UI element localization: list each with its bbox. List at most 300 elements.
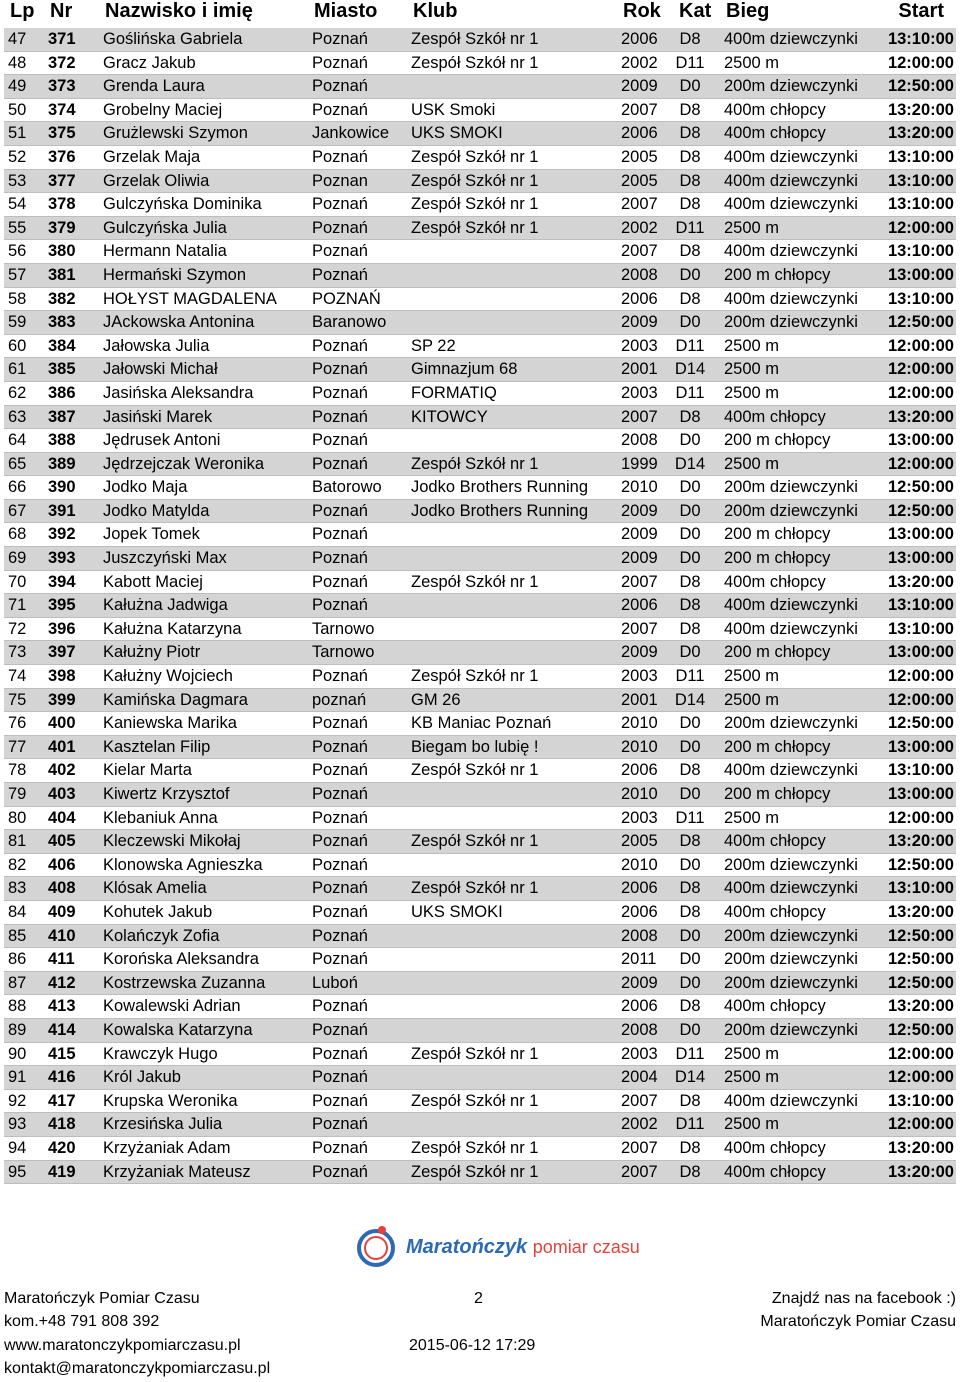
table-row bbox=[4, 99, 956, 123]
cell-start: 12:00:00 bbox=[887, 360, 954, 379]
cell-year: 2003 bbox=[621, 808, 658, 827]
cell-lp: 79 bbox=[8, 785, 27, 803]
cell-nr: 390 bbox=[48, 478, 76, 497]
cell-start: 12:50:00 bbox=[887, 714, 954, 733]
cell-name: Grenda Laura bbox=[103, 77, 205, 96]
table-row bbox=[4, 1161, 956, 1185]
cell-city: poznań bbox=[312, 690, 367, 709]
header-year: Rok bbox=[623, 0, 661, 22]
cell-city: Poznań bbox=[312, 855, 368, 874]
cell-start: 13:00:00 bbox=[887, 785, 954, 803]
table-row bbox=[4, 429, 956, 453]
cell-lp: 72 bbox=[8, 619, 27, 638]
cell-name: Jodko Maja bbox=[103, 478, 188, 497]
cell-nr: 409 bbox=[48, 902, 76, 921]
cell-cat: D11 bbox=[675, 1044, 705, 1063]
runner-logo-icon bbox=[352, 1222, 402, 1272]
cell-year: 2008 bbox=[621, 265, 658, 284]
cell-start: 13:20:00 bbox=[887, 832, 954, 851]
cell-lp: 90 bbox=[8, 1044, 27, 1063]
cell-name: Klebaniuk Anna bbox=[103, 808, 218, 827]
cell-year: 2009 bbox=[621, 525, 658, 544]
cell-club: Jodko Brothers Running bbox=[411, 501, 589, 520]
cell-nr: 420 bbox=[48, 1138, 76, 1157]
table-row bbox=[4, 288, 956, 312]
cell-nr: 381 bbox=[48, 265, 76, 284]
table-row bbox=[4, 807, 956, 831]
footer-phone: kom.+48 791 808 392 bbox=[4, 1313, 160, 1330]
cell-nr: 371 bbox=[48, 30, 76, 48]
cell-name: Kostrzewska Zuzanna bbox=[103, 973, 266, 992]
cell-year: 2004 bbox=[621, 1068, 658, 1087]
cell-lp: 75 bbox=[8, 690, 27, 709]
cell-cat: D8 bbox=[679, 832, 701, 851]
cell-cat: D0 bbox=[679, 431, 701, 450]
cell-start: 12:50:00 bbox=[887, 313, 954, 332]
cell-nr: 373 bbox=[48, 77, 76, 96]
cell-nr: 414 bbox=[48, 1020, 76, 1039]
cell-name: Kolańczyk Zofia bbox=[103, 926, 220, 945]
cell-city: Poznań bbox=[312, 549, 368, 568]
cell-club: Zespół Szkół nr 1 bbox=[411, 761, 539, 780]
cell-city: Poznań bbox=[312, 596, 368, 615]
cell-lp: 87 bbox=[8, 973, 27, 992]
cell-city: Tarnowo bbox=[312, 643, 375, 662]
cell-year: 2009 bbox=[621, 501, 658, 520]
cell-nr: 413 bbox=[48, 997, 76, 1016]
cell-name: Hermański Szymon bbox=[103, 265, 247, 284]
table-row bbox=[4, 240, 956, 264]
header-club: Klub bbox=[413, 0, 458, 22]
cell-name: Krzyżaniak Mateusz bbox=[103, 1162, 251, 1181]
cell-name: Kowalska Katarzyna bbox=[103, 1020, 253, 1039]
cell-city: Poznan bbox=[312, 171, 368, 190]
cell-nr: 408 bbox=[48, 879, 76, 898]
cell-lp: 53 bbox=[8, 171, 27, 190]
cell-city: Poznań bbox=[312, 100, 368, 119]
cell-year: 2005 bbox=[621, 832, 658, 851]
table-row bbox=[4, 759, 956, 783]
cell-name: Kamińska Dagmara bbox=[103, 690, 248, 709]
cell-nr: 410 bbox=[48, 926, 76, 945]
results-table bbox=[4, 28, 956, 1184]
cell-cat: D8 bbox=[679, 242, 701, 261]
cell-nr: 416 bbox=[48, 1068, 76, 1087]
cell-nr: 385 bbox=[48, 360, 76, 379]
cell-club: Zespół Szkół nr 1 bbox=[411, 218, 539, 237]
table-row bbox=[4, 453, 956, 477]
cell-city: Poznań bbox=[312, 53, 368, 72]
cell-start: 13:10:00 bbox=[887, 289, 954, 308]
cell-cat: D0 bbox=[679, 926, 701, 945]
cell-start: 13:20:00 bbox=[887, 997, 954, 1016]
cell-lp: 57 bbox=[8, 265, 27, 284]
cell-cat: D8 bbox=[679, 195, 701, 214]
cell-cat: D0 bbox=[679, 313, 701, 332]
cell-cat: D8 bbox=[679, 1138, 701, 1157]
cell-cat: D8 bbox=[679, 100, 701, 119]
cell-start: 13:00:00 bbox=[887, 643, 954, 662]
cell-nr: 394 bbox=[48, 572, 76, 591]
cell-start: 13:20:00 bbox=[887, 572, 954, 591]
cell-lp: 47 bbox=[8, 30, 27, 48]
cell-club: Biegam bo lubię ! bbox=[411, 737, 539, 756]
cell-start: 12:00:00 bbox=[887, 454, 954, 473]
cell-start: 13:10:00 bbox=[887, 619, 954, 638]
cell-club: USK Smoki bbox=[411, 100, 496, 119]
cell-lp: 58 bbox=[8, 289, 27, 308]
cell-nr: 386 bbox=[48, 383, 76, 402]
cell-start: 13:10:00 bbox=[887, 195, 954, 214]
logo bbox=[352, 1222, 640, 1272]
cell-nr: 380 bbox=[48, 242, 76, 261]
table-row bbox=[4, 476, 956, 500]
cell-city: Poznań bbox=[312, 360, 368, 379]
cell-year: 2010 bbox=[621, 714, 658, 733]
cell-start: 13:20:00 bbox=[887, 1138, 954, 1157]
header-start: Start bbox=[898, 0, 944, 22]
cell-year: 2006 bbox=[621, 761, 658, 780]
footer-facebook: Znajdź nas na facebook :) bbox=[771, 1290, 956, 1307]
cell-nr: 412 bbox=[48, 973, 76, 992]
cell-nr: 400 bbox=[48, 714, 76, 733]
cell-lp: 62 bbox=[8, 383, 27, 402]
cell-year: 2009 bbox=[621, 973, 658, 992]
cell-club: UKS SMOKI bbox=[411, 902, 503, 921]
table-row bbox=[4, 618, 956, 642]
cell-race: 400m dziewczynki bbox=[724, 761, 858, 780]
cell-name: Gulczyńska Julia bbox=[103, 218, 227, 237]
cell-nr: 384 bbox=[48, 336, 76, 355]
cell-city: Poznań bbox=[312, 1138, 368, 1157]
cell-race: 200m dziewczynki bbox=[724, 313, 858, 332]
cell-cat: D0 bbox=[679, 501, 701, 520]
cell-nr: 398 bbox=[48, 667, 76, 686]
cell-cat: D8 bbox=[679, 902, 701, 921]
cell-lp: 84 bbox=[8, 902, 27, 921]
cell-year: 2010 bbox=[621, 737, 658, 756]
cell-lp: 67 bbox=[8, 501, 27, 520]
cell-race: 200m dziewczynki bbox=[724, 77, 858, 96]
cell-year: 2006 bbox=[621, 902, 658, 921]
table-row bbox=[4, 1090, 956, 1114]
cell-start: 12:00:00 bbox=[887, 808, 954, 827]
cell-name: Krupska Weronika bbox=[103, 1091, 238, 1110]
cell-race: 400m chłopcy bbox=[724, 572, 826, 591]
cell-race: 2500 m bbox=[724, 218, 780, 237]
cell-nr: 389 bbox=[48, 454, 76, 473]
cell-start: 13:00:00 bbox=[887, 431, 954, 450]
cell-club: SP 22 bbox=[411, 336, 456, 355]
cell-cat: D8 bbox=[679, 596, 701, 615]
cell-start: 12:50:00 bbox=[887, 77, 954, 96]
cell-name: Król Jakub bbox=[103, 1068, 181, 1087]
cell-cat: D0 bbox=[679, 643, 701, 662]
cell-race: 2500 m bbox=[724, 1115, 780, 1134]
cell-nr: 403 bbox=[48, 785, 76, 803]
cell-race: 200 m chłopcy bbox=[724, 643, 831, 662]
cell-club: GM 26 bbox=[411, 690, 461, 709]
cell-year: 1999 bbox=[621, 454, 658, 473]
cell-name: Krzesińska Julia bbox=[103, 1115, 223, 1134]
cell-lp: 55 bbox=[8, 218, 27, 237]
table-row bbox=[4, 193, 956, 217]
cell-cat: D14 bbox=[674, 360, 706, 379]
table-row bbox=[4, 311, 956, 335]
cell-city: Poznań bbox=[312, 30, 368, 48]
cell-race: 200 m chłopcy bbox=[724, 549, 831, 568]
cell-cat: D11 bbox=[675, 808, 705, 827]
table-row bbox=[4, 358, 956, 382]
cell-club: KITOWCY bbox=[411, 407, 488, 426]
cell-year: 2008 bbox=[621, 926, 658, 945]
cell-city: Luboń bbox=[312, 973, 358, 992]
cell-club: UKS SMOKI bbox=[411, 124, 503, 143]
cell-club: Zespół Szkół nr 1 bbox=[411, 147, 539, 166]
cell-city: Poznań bbox=[312, 383, 368, 402]
cell-name: Gracz Jakub bbox=[103, 53, 196, 72]
cell-cat: D8 bbox=[679, 30, 701, 48]
cell-lp: 94 bbox=[8, 1138, 27, 1157]
cell-cat: D8 bbox=[679, 1162, 701, 1181]
cell-name: Krzyżaniak Adam bbox=[103, 1138, 231, 1157]
cell-start: 12:00:00 bbox=[887, 667, 954, 686]
cell-year: 2003 bbox=[621, 667, 658, 686]
table-header bbox=[2, 0, 958, 27]
cell-cat: D8 bbox=[679, 761, 701, 780]
table-row bbox=[4, 523, 956, 547]
table-row bbox=[4, 1066, 956, 1090]
cell-start: 12:00:00 bbox=[887, 690, 954, 709]
cell-name: Jopek Tomek bbox=[103, 525, 200, 544]
cell-nr: 388 bbox=[48, 431, 76, 450]
cell-start: 12:50:00 bbox=[887, 950, 954, 969]
cell-start: 13:10:00 bbox=[887, 1091, 954, 1110]
cell-lp: 66 bbox=[8, 478, 27, 497]
cell-nr: 397 bbox=[48, 643, 76, 662]
cell-city: Poznań bbox=[312, 1044, 368, 1063]
cell-cat: D0 bbox=[679, 737, 701, 756]
cell-nr: 383 bbox=[48, 313, 76, 332]
cell-nr: 399 bbox=[48, 690, 76, 709]
cell-city: Poznań bbox=[312, 242, 368, 261]
cell-race: 2500 m bbox=[724, 1068, 780, 1087]
cell-race: 400m chłopcy bbox=[724, 407, 826, 426]
cell-year: 2006 bbox=[621, 124, 658, 143]
cell-start: 13:20:00 bbox=[887, 100, 954, 119]
table-row bbox=[4, 830, 956, 854]
cell-lp: 70 bbox=[8, 572, 27, 591]
cell-club: Zespół Szkół nr 1 bbox=[411, 1138, 539, 1157]
footer-email[interactable]: kontakt@maratonczykpomiarczasu.pl bbox=[4, 1360, 271, 1377]
cell-year: 2010 bbox=[621, 855, 658, 874]
cell-start: 13:10:00 bbox=[887, 596, 954, 615]
cell-race: 200 m chłopcy bbox=[724, 737, 831, 756]
cell-start: 12:50:00 bbox=[887, 1020, 954, 1039]
table-row bbox=[4, 1019, 956, 1043]
cell-lp: 86 bbox=[8, 950, 27, 969]
cell-race: 400m dziewczynki bbox=[724, 289, 858, 308]
table-row bbox=[4, 948, 956, 972]
cell-cat: D0 bbox=[679, 525, 701, 544]
logo-brand: Maratończyk bbox=[406, 1236, 528, 1258]
cell-cat: D8 bbox=[679, 572, 701, 591]
cell-name: Kabott Maciej bbox=[103, 572, 203, 591]
cell-club: KB Maniac Poznań bbox=[411, 714, 552, 733]
cell-race: 2500 m bbox=[724, 690, 780, 709]
cell-club: Zespół Szkół nr 1 bbox=[411, 1162, 539, 1181]
cell-race: 400m chłopcy bbox=[724, 1162, 826, 1181]
table-row bbox=[4, 736, 956, 760]
cell-nr: 396 bbox=[48, 619, 76, 638]
cell-name: Kaniewska Marika bbox=[103, 714, 237, 733]
cell-year: 2006 bbox=[621, 30, 658, 48]
cell-nr: 395 bbox=[48, 596, 76, 615]
footer-company: Maratończyk Pomiar Czasu bbox=[4, 1290, 200, 1307]
cell-city: Poznań bbox=[312, 147, 368, 166]
cell-year: 2009 bbox=[621, 643, 658, 662]
cell-nr: 374 bbox=[48, 100, 76, 119]
cell-year: 2005 bbox=[621, 147, 658, 166]
cell-name: Kałużna Jadwiga bbox=[103, 596, 228, 615]
cell-year: 2008 bbox=[621, 1020, 658, 1039]
cell-cat: D14 bbox=[674, 690, 706, 709]
cell-year: 2007 bbox=[621, 100, 658, 119]
cell-name: Gulczyńska Dominika bbox=[103, 195, 262, 214]
cell-nr: 405 bbox=[48, 832, 76, 851]
cell-city: Poznań bbox=[312, 785, 368, 803]
cell-nr: 391 bbox=[48, 501, 76, 520]
cell-city: Jankowice bbox=[312, 124, 390, 143]
cell-year: 2007 bbox=[621, 572, 658, 591]
cell-city: Poznań bbox=[312, 407, 368, 426]
cell-race: 200m dziewczynki bbox=[724, 950, 858, 969]
cell-name: Kowalewski Adrian bbox=[103, 997, 241, 1016]
cell-cat: D0 bbox=[679, 265, 701, 284]
cell-lp: 83 bbox=[8, 879, 27, 898]
cell-race: 200 m chłopcy bbox=[724, 525, 831, 544]
cell-start: 12:00:00 bbox=[887, 1044, 954, 1063]
cell-race: 200 m chłopcy bbox=[724, 431, 831, 450]
cell-nr: 377 bbox=[48, 171, 76, 190]
cell-nr: 392 bbox=[48, 525, 76, 544]
cell-club: Zespół Szkół nr 1 bbox=[411, 454, 539, 473]
cell-name: Hermann Natalia bbox=[103, 242, 227, 261]
cell-nr: 411 bbox=[48, 950, 75, 969]
cell-nr: 379 bbox=[48, 218, 76, 237]
cell-race: 200m dziewczynki bbox=[724, 501, 858, 520]
cell-lp: 89 bbox=[8, 1020, 27, 1039]
header-lp: Lp bbox=[10, 0, 35, 22]
cell-race: 400m chłopcy bbox=[724, 124, 826, 143]
cell-lp: 68 bbox=[8, 525, 27, 544]
header-race: Bieg bbox=[726, 0, 770, 22]
cell-nr: 376 bbox=[48, 147, 76, 166]
cell-lp: 51 bbox=[8, 124, 27, 143]
cell-lp: 60 bbox=[8, 336, 27, 355]
cell-club: Zespół Szkół nr 1 bbox=[411, 195, 539, 214]
cell-race: 400m chłopcy bbox=[724, 1138, 826, 1157]
table-row bbox=[4, 406, 956, 430]
cell-year: 2007 bbox=[621, 407, 658, 426]
cell-nr: 406 bbox=[48, 855, 76, 874]
cell-year: 2001 bbox=[621, 690, 658, 709]
cell-lp: 56 bbox=[8, 242, 27, 261]
footer-website[interactable]: www.maratonczykpomiarczasu.pl bbox=[4, 1337, 241, 1354]
cell-race: 2500 m bbox=[724, 454, 780, 473]
cell-race: 400m dziewczynki bbox=[724, 879, 858, 898]
cell-race: 400m dziewczynki bbox=[724, 619, 858, 638]
cell-club: Zespół Szkół nr 1 bbox=[411, 879, 539, 898]
cell-cat: D8 bbox=[679, 147, 701, 166]
cell-city: Poznań bbox=[312, 501, 368, 520]
cell-name: Kleczewski Mikołaj bbox=[103, 832, 241, 851]
cell-name: Kałużny Piotr bbox=[103, 643, 201, 662]
cell-city: POZNAŃ bbox=[312, 289, 381, 308]
cell-city: Poznań bbox=[312, 832, 368, 851]
cell-lp: 48 bbox=[8, 53, 27, 72]
cell-start: 13:00:00 bbox=[887, 265, 954, 284]
cell-cat: D14 bbox=[674, 1068, 706, 1087]
cell-nr: 418 bbox=[48, 1115, 76, 1134]
cell-nr: 415 bbox=[48, 1044, 76, 1063]
cell-city: Poznań bbox=[312, 431, 368, 450]
cell-start: 13:00:00 bbox=[887, 525, 954, 544]
cell-city: Poznań bbox=[312, 77, 368, 96]
cell-lp: 93 bbox=[8, 1115, 27, 1134]
cell-name: Grużlewski Szymon bbox=[103, 124, 248, 143]
cell-name: Grobelny Maciej bbox=[103, 100, 223, 119]
cell-start: 12:00:00 bbox=[887, 383, 954, 402]
cell-lp: 69 bbox=[8, 549, 27, 568]
cell-name: Klósak Amelia bbox=[103, 879, 207, 898]
cell-city: Poznań bbox=[312, 525, 368, 544]
cell-start: 12:50:00 bbox=[887, 855, 954, 874]
cell-race: 400m dziewczynki bbox=[724, 596, 858, 615]
cell-city: Poznań bbox=[312, 879, 368, 898]
cell-race: 2500 m bbox=[724, 1044, 780, 1063]
cell-start: 13:10:00 bbox=[887, 242, 954, 261]
table-row bbox=[4, 783, 956, 807]
table-row bbox=[4, 689, 956, 713]
cell-race: 400m dziewczynki bbox=[724, 171, 858, 190]
cell-year: 2009 bbox=[621, 77, 658, 96]
cell-year: 2003 bbox=[621, 336, 658, 355]
cell-name: Jasińska Aleksandra bbox=[103, 383, 254, 402]
cell-club: Zespół Szkół nr 1 bbox=[411, 667, 539, 686]
table-row bbox=[4, 146, 956, 170]
cell-start: 12:00:00 bbox=[887, 336, 954, 355]
cell-year: 2006 bbox=[621, 879, 658, 898]
table-row bbox=[4, 1113, 956, 1137]
cell-cat: D8 bbox=[679, 997, 701, 1016]
cell-city: Poznań bbox=[312, 997, 368, 1016]
cell-year: 2002 bbox=[621, 218, 658, 237]
cell-cat: D0 bbox=[679, 549, 701, 568]
footer-date: 2015-06-12 17:29 bbox=[409, 1337, 536, 1354]
cell-name: Juszczyński Max bbox=[103, 549, 227, 568]
cell-city: Poznań bbox=[312, 1162, 368, 1181]
table-row bbox=[4, 170, 956, 194]
cell-start: 12:00:00 bbox=[887, 1068, 954, 1087]
cell-lp: 74 bbox=[8, 667, 27, 686]
cell-name: Kasztelan Filip bbox=[103, 737, 211, 756]
cell-cat: D11 bbox=[675, 218, 705, 237]
cell-race: 400m chłopcy bbox=[724, 997, 826, 1016]
cell-race: 2500 m bbox=[724, 53, 780, 72]
cell-name: Kiwertz Krzysztof bbox=[103, 785, 230, 803]
cell-club: Zespół Szkół nr 1 bbox=[411, 572, 539, 591]
